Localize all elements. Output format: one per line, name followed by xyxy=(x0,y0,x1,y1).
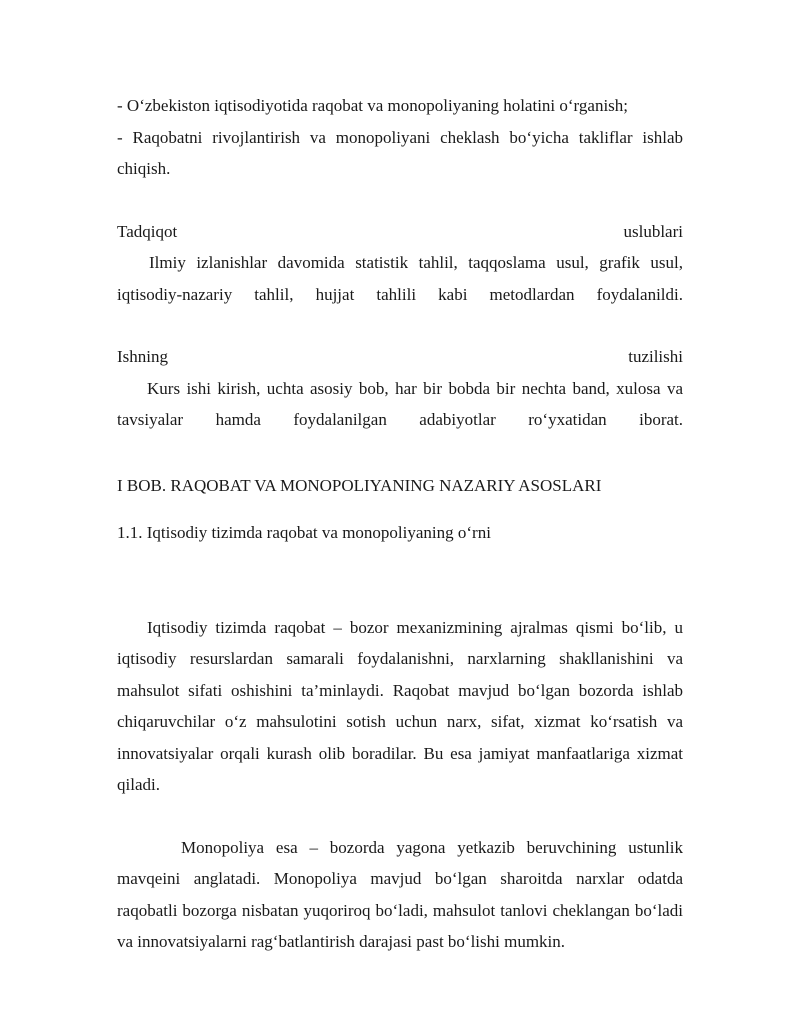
methods-paragraph: Ilmiy izlanishlar davomida statistik tahlil, taqqoslama usul, grafik usul, iqtisodiy-nazariy tahlil, hujjat tahlili kabi metodlardan foydalanildi. xyxy=(117,253,683,304)
structure-heading-left: Ishning xyxy=(117,347,168,366)
spacer xyxy=(117,310,683,341)
chapter-title: I BOB. RAQOBAT VA MONOPOLIYANING NAZARIY ASOSLARI xyxy=(117,475,602,495)
spacer xyxy=(117,801,683,832)
list-item: - O‘zbekiston iqtisodiyotida raqobat va monopoliyaning holatini o‘rganish; xyxy=(117,96,629,115)
spacer xyxy=(117,501,683,517)
methods-heading-right: uslublari xyxy=(623,221,683,241)
spacer xyxy=(117,549,683,612)
section-title: 1.1. Iqtisodiy tizimda raqobat va monopoliyaning o‘rni xyxy=(117,523,491,542)
structure-paragraph: Kurs ishi kirish, uchta asosiy bob, har bir bobda bir nechta band, xulosa va tavsiyalar hamda foydalanilgan adabiyotlar ro‘yxatidan iborat. xyxy=(117,378,683,429)
document-body xyxy=(117,90,683,958)
structure-heading-right: tuzilishi xyxy=(628,347,683,366)
spacer xyxy=(117,436,683,470)
list-item: - Raqobatni rivojlantirish va monopoliyani cheklash bo‘yicha takliflar ishlab chiqish. xyxy=(117,127,683,178)
body-paragraph: Monopoliya esa – bozorda yagona yetkazib beruvchining ustunlik mavqeini anglatadi. Monopoliya mavjud bo‘lgan sharoitda narxlar odatda raqobatli bozorga nisbatan yuqoriroq bo‘ladi, mahsulot tanlovi cheklangan bo‘ladi va innovatsiyalarni rag‘batlantirish darajasi past bo‘lishi mumkin. xyxy=(117,837,683,951)
spacer xyxy=(117,185,683,216)
methods-heading xyxy=(117,216,683,248)
structure-heading xyxy=(117,341,683,373)
body-paragraph: Iqtisodiy tizimda raqobat – bozor mexanizmining ajralmas qismi bo‘lib, u iqtisodiy resurslardan samarali foydalanishni, narxlarning shakllanishini va mahsulot sifati oshishini ta’minlaydi. Raqobat mavjud bo‘lgan bozorda ishlab chiqaruvchilar o‘z mahsulotini sotish uchun narx, sifat, xizmat ko‘rsatish va innovatsiyalar orqali kurash olib boradilar. Bu esa jamiyat manfaatlariga xizmat qiladi. xyxy=(117,617,683,794)
methods-heading-left: Tadqiqot xyxy=(117,221,178,241)
